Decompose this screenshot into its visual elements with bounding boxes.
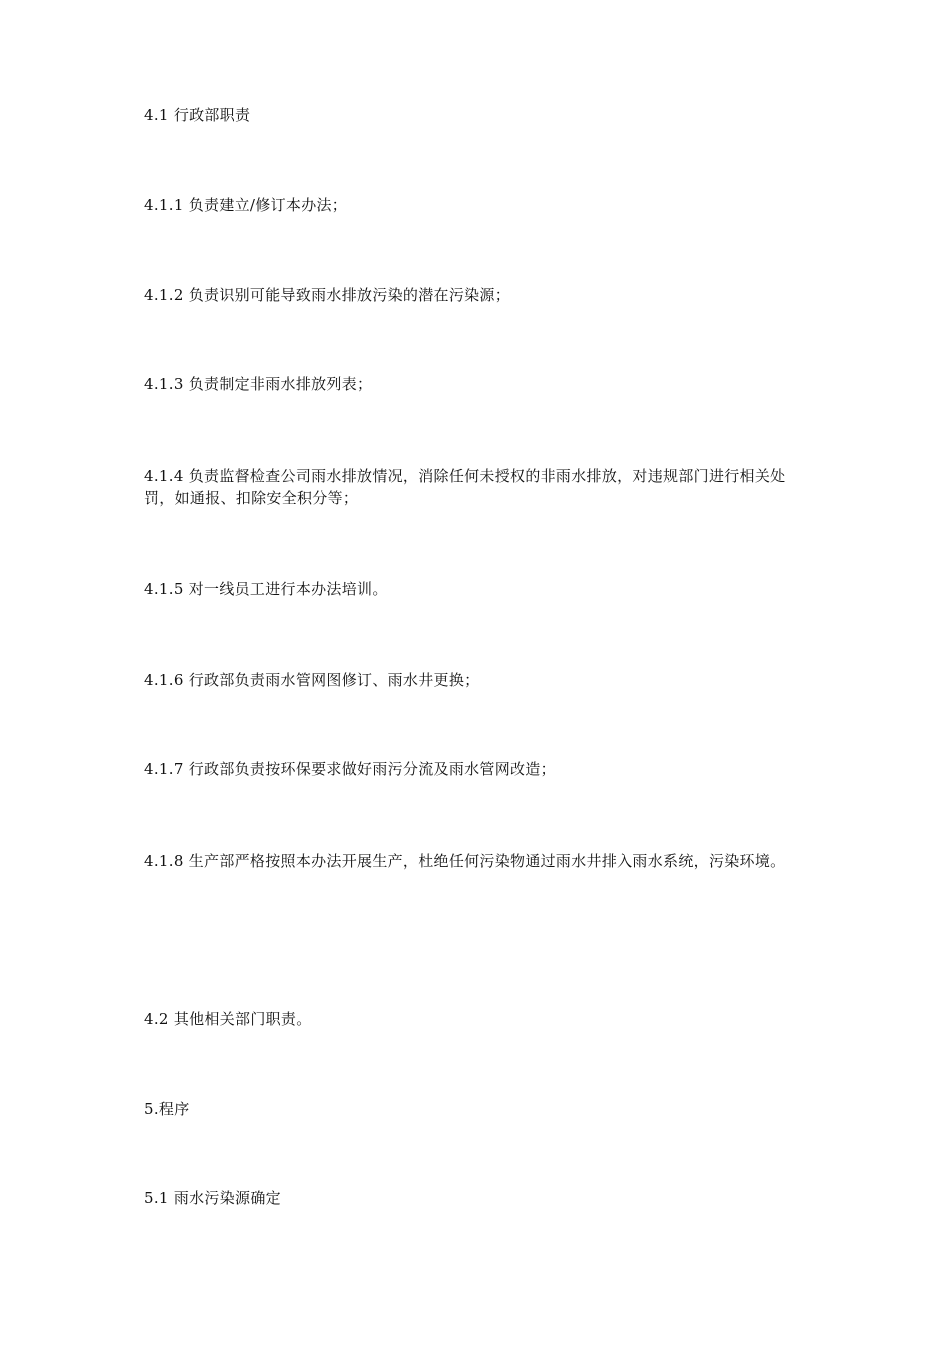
clause-4-1-5: 4.1.5 对一线员工进行本办法培训。: [144, 580, 388, 598]
section-heading-5-1: 5.1 雨水污染源确定: [144, 1189, 281, 1207]
clause-4-1-1: 4.1.1 负责建立/修订本办法；: [144, 196, 348, 214]
section-heading-4-1: 4.1 行政部职责: [144, 106, 251, 124]
clause-4-1-3: 4.1.3 负责制定非雨水排放列表；: [144, 375, 373, 393]
clause-4-1-4: 4.1.4 负责监督检查公司雨水排放情况，消除任何未授权的非雨水排放，对违规部门进行相关处罚，如通报、扣除安全积分等；: [144, 467, 786, 507]
clause-4-1-8: 4.1.8 生产部严格按照本办法开展生产，杜绝任何污染物通过雨水井排入雨水系统，污染环境。: [144, 852, 786, 870]
section-heading-4-2: 4.2 其他相关部门职责。: [144, 1010, 312, 1028]
section-heading-5: 5.程序: [144, 1100, 190, 1118]
clause-4-1-2: 4.1.2 负责识别可能导致雨水排放污染的潜在污染源；: [144, 286, 511, 304]
clause-4-1-7: 4.1.7 行政部负责按环保要求做好雨污分流及雨水管网改造；: [144, 760, 556, 778]
clause-4-1-6: 4.1.6 行政部负责雨水管网图修订、雨水井更换；: [144, 671, 480, 689]
